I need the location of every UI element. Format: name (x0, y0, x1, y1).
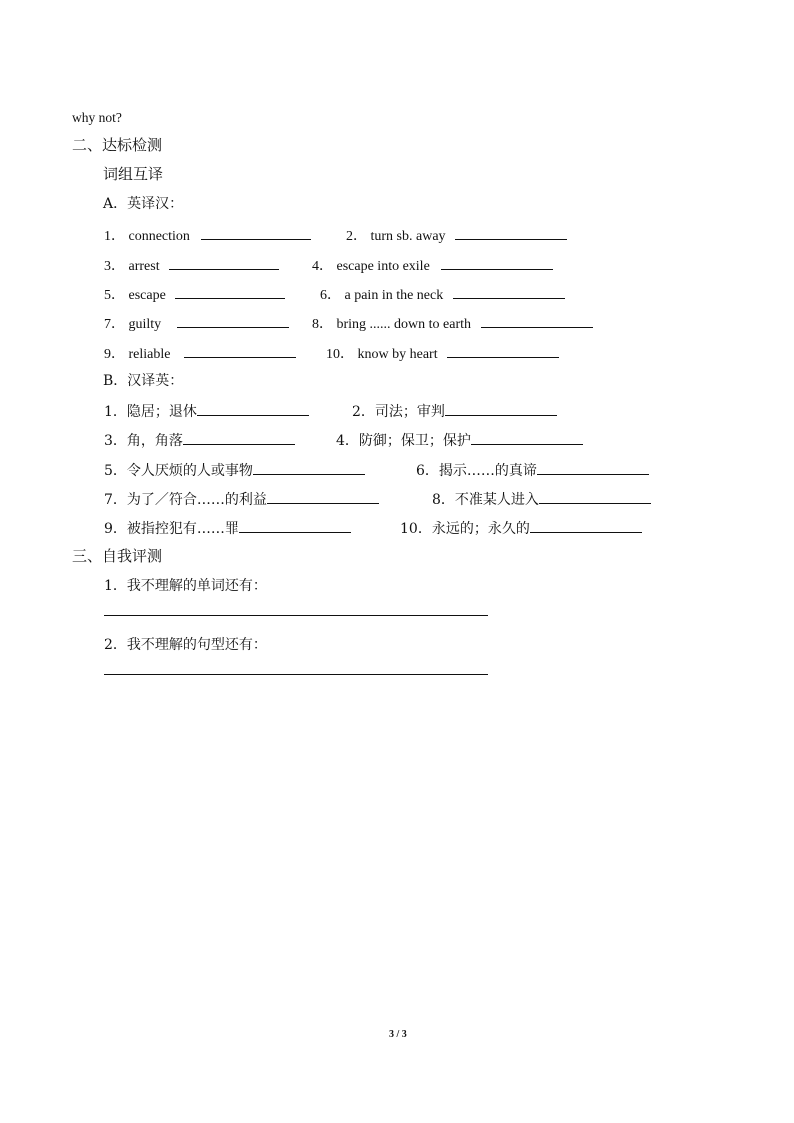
answer-blank[interactable] (267, 489, 379, 504)
part-b-item-5 (104, 460, 365, 480)
item-number: 6． (320, 288, 341, 303)
item-text: connection (128, 229, 190, 244)
item-number: 8． (432, 492, 455, 508)
part-a-item-5 (104, 284, 285, 305)
answer-blank[interactable] (537, 460, 649, 475)
item-text: guilty (128, 317, 162, 332)
item-text: escape (128, 288, 166, 303)
item-number: 9． (104, 521, 127, 537)
item-text: 角，角落 (126, 433, 183, 449)
answer-blank[interactable] (169, 255, 279, 270)
part-b-item-2 (352, 401, 557, 421)
answer-blank[interactable] (177, 313, 289, 328)
item-number: 8． (312, 317, 333, 332)
item-number: 6． (416, 463, 439, 479)
answer-blank[interactable] (471, 430, 583, 445)
item-number: 4． (336, 433, 359, 449)
item-number: 10． (326, 347, 354, 362)
item-text: know by heart (357, 347, 438, 362)
section-3-heading: 三、自我评测 (72, 547, 163, 565)
answer-blank[interactable] (253, 460, 365, 475)
item-text: turn sb. away (370, 229, 446, 244)
part-b-item-4 (336, 430, 583, 450)
part-a-item-6 (320, 284, 565, 305)
part-b-item-10 (400, 518, 642, 538)
part-b-item-7 (104, 489, 379, 509)
item-text: bring ...... down to earth (336, 317, 472, 332)
part-a-item-7 (104, 313, 289, 334)
self-eval-question-2: 2．我不理解的句型还有： (104, 637, 267, 653)
part-b-item-8 (432, 489, 651, 509)
part-a-item-4 (312, 255, 553, 276)
item-text: a pain in the neck (344, 288, 444, 303)
item-text: reliable (128, 347, 171, 362)
item-text: 隐居；退休 (126, 404, 197, 420)
part-b-label: B．汉译英： (103, 373, 184, 389)
item-number: 10． (400, 521, 432, 537)
part-a-item-2 (346, 225, 567, 246)
answer-line-1[interactable] (104, 615, 488, 616)
answer-blank[interactable] (481, 313, 593, 328)
answer-blank[interactable] (455, 225, 567, 240)
section-2-heading: 二、达标检测 (72, 136, 163, 154)
item-number: 7． (104, 492, 127, 508)
part-a-item-10 (326, 343, 559, 364)
item-text: arrest (128, 259, 160, 274)
item-text: 不准某人进入 (454, 492, 539, 508)
item-number: 3． (104, 259, 125, 274)
part-b-item-6 (416, 460, 649, 480)
item-text: 防御；保卫；保护 (358, 433, 471, 449)
item-text: 为了／符合……的利益 (126, 492, 267, 508)
answer-blank[interactable] (441, 255, 553, 270)
answer-blank[interactable] (183, 430, 295, 445)
answer-blank[interactable] (201, 225, 311, 240)
answer-blank[interactable] (197, 401, 309, 416)
answer-blank[interactable] (447, 343, 559, 358)
self-eval-question-1: 1．我不理解的单词还有： (104, 578, 267, 594)
item-number: 4． (312, 259, 333, 274)
part-a-item-3 (104, 255, 279, 276)
item-number: 3． (104, 433, 127, 449)
answer-blank[interactable] (445, 401, 557, 416)
item-number: 7． (104, 317, 125, 332)
item-number: 1． (104, 404, 127, 420)
part-a-item-1 (104, 225, 311, 246)
item-text: 永远的；永久的 (431, 521, 530, 537)
answer-line-2[interactable] (104, 674, 488, 675)
item-number: 2． (352, 404, 375, 420)
answer-blank[interactable] (539, 489, 651, 504)
part-b-item-1 (104, 401, 309, 421)
page-number: 3 / 3 (389, 1029, 407, 1040)
item-number: 1． (104, 229, 125, 244)
intro-fragment: why not? (72, 110, 122, 125)
item-number: 9． (104, 347, 125, 362)
answer-blank[interactable] (184, 343, 296, 358)
item-number: 5． (104, 463, 127, 479)
answer-blank[interactable] (530, 518, 642, 533)
part-b-item-3 (104, 430, 295, 450)
item-number: 5． (104, 288, 125, 303)
part-a-item-9 (104, 343, 296, 364)
part-a-label: A．英译汉： (103, 196, 184, 212)
part-b-item-9 (104, 518, 351, 538)
item-text: 司法；审判 (374, 404, 445, 420)
item-text: 令人厌烦的人或事物 (126, 463, 253, 479)
item-text: escape into exile (336, 259, 430, 274)
item-text: 被指控犯有……罪 (126, 521, 239, 537)
answer-blank[interactable] (239, 518, 351, 533)
item-text: 揭示……的真谛 (438, 463, 537, 479)
answer-blank[interactable] (453, 284, 565, 299)
part-a-item-8 (312, 313, 593, 334)
item-number: 2． (346, 229, 367, 244)
answer-blank[interactable] (175, 284, 285, 299)
subheading-phrase-translation: 词组互译 (103, 165, 164, 183)
